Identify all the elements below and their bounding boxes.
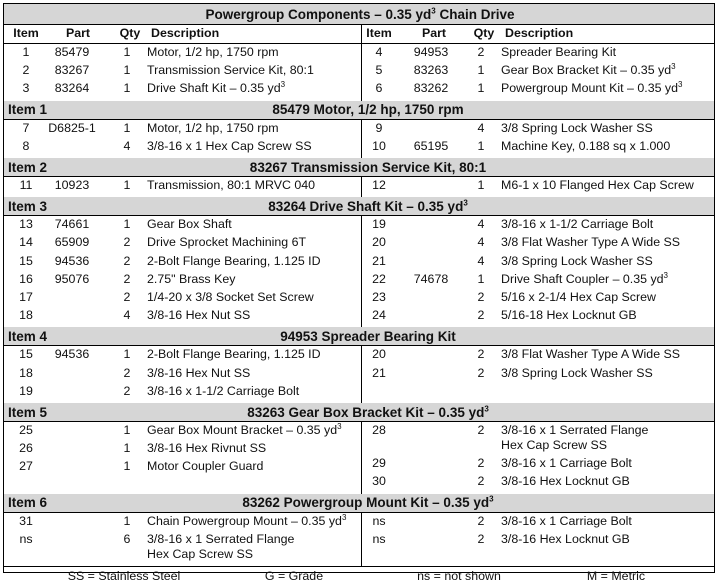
section-3-left-1-item: 14	[19, 235, 33, 250]
section-3-left-1-part: 65909	[54, 235, 90, 250]
section-band-rule	[4, 421, 714, 422]
section-3-left-4-description: 1/4-20 x 3/8 Socket Set Screw	[147, 290, 314, 304]
section-5-right-2-description: 3/8-16 Hex Locknut GB	[501, 474, 630, 489]
section-3-right-1-item: 20	[372, 235, 386, 250]
section-3-right-3-qty: 1	[477, 271, 485, 286]
section-5-right-0-item: 28	[372, 423, 386, 437]
section-3-right-2-item: 21	[372, 253, 386, 268]
section-5-left-1-item: 26	[19, 441, 33, 456]
section-3-right-5-description: 5/16-18 Hex Locknut GB	[501, 308, 637, 323]
section-4-right-0-item: 20	[372, 347, 386, 362]
section-3-left-0-part: 74661	[54, 217, 90, 232]
section-3-right-3-description: Drive Shaft Coupler – 0.35 $yd^3$	[501, 270, 668, 286]
column-header-part-right: Part	[421, 26, 447, 40]
section-4-left-0-part: 94536	[54, 347, 90, 362]
section-3-right-2-qty: 4	[477, 253, 485, 268]
section-3-left-2-item: 15	[19, 253, 33, 268]
section-4-right-1-qty: 2	[477, 365, 485, 380]
section-4-divider	[361, 345, 362, 403]
section-3-left-2-part: 94536	[54, 253, 90, 268]
title-rule	[4, 24, 714, 25]
section-label-2: Item 2	[8, 159, 48, 175]
section-3-left-2-description: 2-Bolt Flange Bearing, 1.125 ID	[147, 253, 321, 268]
column-header-item-right: Item	[366, 26, 392, 40]
section-4-left-0-item: 15	[19, 347, 33, 362]
section-3-right-3-part: 74678	[413, 271, 449, 286]
summary-right-1-qty: 1	[477, 63, 485, 78]
section-4-left-1-qty: 2	[123, 365, 131, 380]
section-4-right-0-qty: 2	[477, 347, 485, 362]
section-3-right-4-description: 5/16 x 2-1/4 Hex Cap Screw	[501, 290, 656, 304]
section-1-left-1-description: 3/8-16 x 1 Hex Cap Screw SS	[147, 138, 312, 153]
section-5-right-2-item: 30	[372, 474, 386, 489]
section-6-left-0-item: 31	[19, 513, 33, 528]
section-1-right-1-description: Machine Key, 0.188 sq x 1.000	[501, 138, 671, 153]
summary-right-2-part: 83262	[413, 81, 449, 96]
section-6-left-0-description: Chain Powergroup Mount – 0.35 $yd^3$	[147, 512, 347, 528]
legend-0: SS = Stainless Steel	[67, 569, 181, 583]
section-1-left-0-part: D6825-1	[48, 120, 96, 135]
summary-left-2-description: Drive Shaft Kit – 0.35 $yd^3$	[147, 80, 286, 96]
table-title: Powergroup Components – 0.35 $yd^3$ Chain Drive	[205, 6, 515, 22]
section-1-left-0-description: Motor, 1/2 hp, 1750 rpm	[147, 120, 279, 135]
summary-right-0-qty: 2	[477, 45, 485, 59]
column-header-part-left: Part	[65, 26, 91, 40]
section-6-left-0-qty: 1	[123, 513, 131, 528]
summary-right-2-qty: 1	[477, 81, 485, 96]
summary-left-0-item: 1	[22, 45, 30, 59]
section-label-6: Item 6	[8, 495, 48, 511]
legend-2: ns = not shown	[417, 569, 501, 583]
section-title-5: 83263 Gear Box Bracket Kit – 0.35 $yd^3$	[247, 404, 489, 420]
section-3-right-5-item: 24	[372, 308, 386, 323]
section-1-right-0-item: 9	[375, 120, 383, 135]
section-label-4: Item 4	[8, 328, 48, 344]
parts-table	[3, 3, 715, 583]
section-1-right-1-part: 65195	[413, 138, 449, 153]
section-5-left-2-qty: 1	[123, 459, 131, 474]
section-2-left-0-part: 10923	[54, 178, 90, 192]
section-5-left-1-qty: 1	[123, 441, 131, 456]
summary-left-1-part: 83267	[54, 63, 90, 78]
section-3-left-3-description: 2.75" Brass Key	[147, 271, 236, 286]
section-3-left-3-item: 16	[19, 271, 33, 286]
section-5-left-2-description: Motor Coupler Guard	[147, 459, 264, 474]
section-2-right-0-item: 12	[372, 178, 386, 192]
section-5-right-0-qty: 2	[477, 423, 485, 437]
section-1-right-1-qty: 1	[477, 138, 485, 153]
section-3-left-0-qty: 1	[123, 217, 131, 232]
section-5-right-1-item: 29	[372, 456, 386, 471]
section-6-left-1-qty: 6	[123, 531, 131, 546]
section-5-right-1-qty: 2	[477, 456, 485, 471]
section-2-right-0-description: M6-1 x 10 Flanged Hex Cap Screw	[501, 178, 694, 192]
section-5-right-0-description: 3/8-16 x 1 Serrated Flange	[501, 423, 649, 437]
section-band-rule	[4, 119, 714, 120]
section-5-left-0-item: 25	[19, 423, 33, 437]
section-title-6: 83262 Powergroup Mount Kit – 0.35 $yd^3$	[242, 494, 494, 511]
section-6-divider	[361, 512, 362, 566]
section-4-right-1-description: 3/8 Spring Lock Washer SS	[501, 365, 653, 380]
summary-left-0-part: 85479	[54, 45, 90, 59]
section-3-right-2-description: 3/8 Spring Lock Washer SS	[501, 253, 653, 268]
section-2-left-0-qty: 1	[123, 178, 131, 192]
section-3-left-0-item: 13	[19, 217, 33, 232]
section-2-left-0-item: 11	[19, 178, 33, 192]
summary-left-2-part: 83264	[54, 81, 90, 96]
section-3-right-3-item: 22	[372, 271, 386, 286]
section-4-right-0-description: 3/8 Flat Washer Type A Wide SS	[501, 347, 681, 362]
summary-left-2-item: 3	[22, 81, 30, 96]
summary-left-0-description: Motor, 1/2 hp, 1750 rpm	[147, 45, 279, 59]
section-title-2: 83267 Transmission Service Kit, 80:1	[249, 159, 487, 175]
column-header-qty-left: Qty	[119, 26, 141, 40]
summary-left-0-qty: 1	[123, 45, 131, 59]
section-3-left-4-item: 17	[19, 290, 33, 304]
section-3-left-5-qty: 4	[123, 308, 131, 323]
header-rule	[4, 43, 714, 44]
summary-right-2-description: Powergroup Mount Kit – 0.35 $yd^3$	[501, 80, 683, 96]
section-3-left-5-description: 3/8-16 Hex Nut SS	[147, 308, 251, 323]
section-2-divider	[361, 176, 362, 197]
summary-right-1-part: 83263	[413, 63, 449, 78]
section-2-left-0-description: Transmission, 80:1 MRVC 040	[147, 178, 316, 192]
section-1-left-1-qty: 4	[123, 138, 131, 153]
summary-divider	[361, 24, 362, 101]
section-6-right-0-item: ns	[372, 513, 386, 528]
summary-right-0-description: Spreader Bearing Kit	[501, 45, 617, 59]
summary-left-1-qty: 1	[123, 63, 131, 78]
section-3-right-4-item: 23	[372, 290, 386, 304]
section-band-rule	[4, 176, 714, 177]
summary-left-2-qty: 1	[123, 81, 131, 96]
section-4-left-2-qty: 2	[123, 383, 131, 398]
summary-left-1-description: Transmission Service Kit, 80:1	[147, 63, 314, 78]
section-3-right-1-description: 3/8 Flat Washer Type A Wide SS	[501, 235, 681, 250]
section-rule	[4, 566, 714, 567]
section-6-left-1-item: ns	[19, 531, 33, 546]
section-3-divider	[361, 215, 362, 327]
section-4-left-1-item: 18	[19, 365, 33, 380]
section-3-right-0-item: 19	[372, 217, 386, 232]
section-2-right-0-qty: 1	[477, 178, 485, 192]
legend-3: M = Metric	[586, 569, 646, 583]
section-1-right-0-description: 3/8 Spring Lock Washer SS	[501, 120, 653, 135]
summary-right-0-part: 94953	[413, 45, 449, 59]
section-label-1: Item 1	[8, 102, 48, 118]
section-1-left-0-item: 7	[22, 120, 30, 135]
section-5-divider	[361, 421, 362, 494]
section-3-right-5-qty: 2	[477, 308, 485, 323]
section-4-right-1-item: 21	[372, 365, 386, 380]
section-6-right-0-description: 3/8-16 x 1 Carriage Bolt	[501, 513, 632, 528]
section-label-3: Item 3	[8, 198, 48, 214]
section-3-left-3-part: 95076	[54, 271, 90, 286]
section-6-right-1-qty: 2	[477, 531, 485, 546]
section-1-right-0-qty: 4	[477, 120, 485, 135]
section-3-right-4-qty: 2	[477, 290, 485, 304]
section-3-left-4-qty: 2	[123, 290, 131, 304]
section-4-left-1-description: 3/8-16 Hex Nut SS	[147, 365, 251, 380]
section-6-left-1-description-line2: Hex Cap Screw SS	[147, 546, 254, 561]
section-3-left-0-description: Gear Box Shaft	[147, 217, 232, 232]
section-6-right-1-description: 3/8-16 Hex Locknut GB	[501, 531, 630, 546]
section-3-left-2-qty: 2	[123, 253, 131, 268]
section-5-left-2-item: 27	[19, 459, 33, 474]
section-title-4: 94953 Spreader Bearing Kit	[280, 328, 456, 344]
section-3-left-5-item: 18	[19, 308, 33, 323]
section-5-left-1-description: 3/8-16 Hex Rivnut SS	[147, 441, 267, 456]
column-header-qty-right: Qty	[473, 26, 495, 40]
section-6-right-0-qty: 2	[477, 513, 485, 528]
section-3-left-3-qty: 2	[123, 271, 131, 286]
section-band-rule	[4, 345, 714, 346]
column-header-description-left: Description	[151, 26, 220, 40]
column-header-description-right: Description	[505, 26, 574, 40]
section-1-right-1-item: 10	[372, 138, 386, 153]
section-label-5: Item 5	[8, 404, 48, 420]
section-title-3: 83264 Drive Shaft Kit – 0.35 $yd^3$	[268, 198, 468, 214]
legend-1: G = Grade	[264, 569, 324, 583]
section-4-left-2-description: 3/8-16 x 1-1/2 Carriage Bolt	[147, 383, 300, 398]
section-4-left-2-item: 19	[19, 383, 33, 398]
section-4-left-0-qty: 1	[123, 347, 131, 362]
section-5-right-1-description: 3/8-16 x 1 Carriage Bolt	[501, 456, 632, 471]
section-title-1: 85479 Motor, 1/2 hp, 1750 rpm	[272, 102, 464, 118]
summary-right-1-description: Gear Box Bracket Kit – 0.35 $yd^3$	[501, 62, 676, 78]
section-6-right-1-item: ns	[372, 531, 386, 546]
section-4-left-0-description: 2-Bolt Flange Bearing, 1.125 ID	[147, 347, 321, 362]
summary-right-1-item: 5	[375, 63, 383, 78]
section-5-left-0-qty: 1	[123, 423, 131, 437]
section-1-left-0-qty: 1	[123, 120, 131, 135]
column-header-item-left: Item	[13, 26, 39, 40]
section-3-left-1-description: Drive Sprocket Machining 6T	[147, 235, 307, 250]
section-5-right-2-qty: 2	[477, 474, 485, 489]
section-6-left-1-description: 3/8-16 x 1 Serrated Flange	[147, 531, 295, 546]
section-3-right-0-description: 3/8-16 x 1-1/2 Carriage Bolt	[501, 217, 654, 232]
summary-right-2-item: 6	[375, 81, 383, 96]
summary-right-0-item: 4	[375, 45, 383, 59]
section-1-divider	[361, 119, 362, 158]
section-3-right-0-qty: 4	[477, 217, 485, 232]
section-1-left-1-item: 8	[22, 138, 30, 153]
section-5-right-0-description-line2: Hex Cap Screw SS	[501, 438, 608, 452]
section-band-rule	[4, 512, 714, 513]
section-3-right-1-qty: 4	[477, 235, 485, 250]
summary-left-1-item: 2	[22, 63, 30, 78]
section-band-rule	[4, 215, 714, 216]
section-5-left-0-description: Gear Box Mount Bracket – 0.35 $yd^3$	[147, 421, 342, 437]
section-3-left-1-qty: 2	[123, 235, 131, 250]
